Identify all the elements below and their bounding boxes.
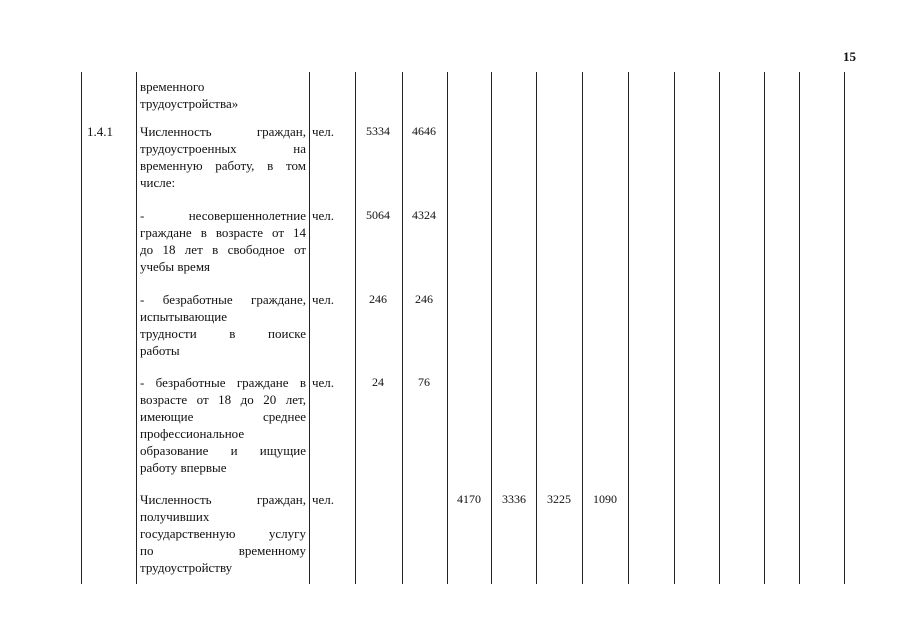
row-description <box>140 207 306 275</box>
row-unit: чел. <box>312 124 335 139</box>
table-column-border <box>491 72 492 584</box>
value-cell: 246 <box>415 292 433 306</box>
value-cell: 3225 <box>547 492 571 506</box>
description-line: - безработные граждане, <box>140 292 306 307</box>
table-column-border <box>136 72 137 584</box>
description-line: получивших <box>140 509 210 524</box>
value-cell: 5334 <box>366 124 390 138</box>
description-line: Численность граждан, <box>140 124 306 139</box>
value-cell: 3336 <box>502 492 526 506</box>
description-line: испытывающие <box>140 309 228 324</box>
row-number: 1.4.1 <box>87 124 113 139</box>
description-line: государственную услугу <box>140 526 306 541</box>
description-line: работу впервые <box>140 460 227 475</box>
description-line: по временному <box>140 543 306 558</box>
table-column-border <box>309 72 310 584</box>
value-cell: 1090 <box>593 492 617 506</box>
description-line: образование и ищущие <box>140 443 306 458</box>
description-line: временную работу, в том <box>140 158 306 173</box>
table-column-border <box>582 72 583 584</box>
page-number: 15 <box>843 49 856 64</box>
row-unit: чел. <box>312 208 335 223</box>
description-line: работы <box>140 343 180 358</box>
description-line: граждане в возрасте от 14 <box>140 225 306 240</box>
description-line: трудоустройству <box>140 560 233 575</box>
table-column-border <box>355 72 356 584</box>
value-cell: 5064 <box>366 208 390 222</box>
description-line: трудоустройства» <box>140 96 239 111</box>
description-line: - безработные граждане в <box>140 375 306 390</box>
value-cell: 24 <box>372 375 384 389</box>
table-column-border <box>719 72 720 584</box>
value-cell: 246 <box>369 292 387 306</box>
description-line: трудности в поиске <box>140 326 306 341</box>
value-cell: 4170 <box>457 492 481 506</box>
value-cell: 4646 <box>412 124 436 138</box>
row-description <box>140 491 306 576</box>
row-unit: чел. <box>312 292 335 307</box>
table-column-border <box>844 72 845 584</box>
description-line: возрасте от 18 до 20 лет, <box>140 392 306 407</box>
description-line: - несовершеннолетние <box>140 208 306 223</box>
description-line: трудоустроенных на <box>140 141 306 156</box>
table-column-border <box>536 72 537 584</box>
row-description <box>140 78 306 112</box>
row-description <box>140 374 306 476</box>
table-column-border <box>674 72 675 584</box>
table-column-border <box>447 72 448 584</box>
value-cell: 76 <box>418 375 430 389</box>
description-line: до 18 лет в свободное от <box>140 242 306 257</box>
row-unit: чел. <box>312 375 335 390</box>
table-column-border <box>81 72 82 584</box>
row-unit: чел. <box>312 492 335 507</box>
description-line: числе: <box>140 175 176 190</box>
value-cell: 4324 <box>412 208 436 222</box>
table-column-border <box>799 72 800 584</box>
description-line: имеющие среднее <box>140 409 306 424</box>
table-column-border <box>764 72 765 584</box>
table-column-border <box>402 72 403 584</box>
row-description <box>140 123 306 191</box>
description-line: временного <box>140 79 205 94</box>
description-line: профессиональное <box>140 426 245 441</box>
row-description <box>140 291 306 359</box>
description-line: Численность граждан, <box>140 492 306 507</box>
description-line: учебы время <box>140 259 211 274</box>
table-column-border <box>628 72 629 584</box>
